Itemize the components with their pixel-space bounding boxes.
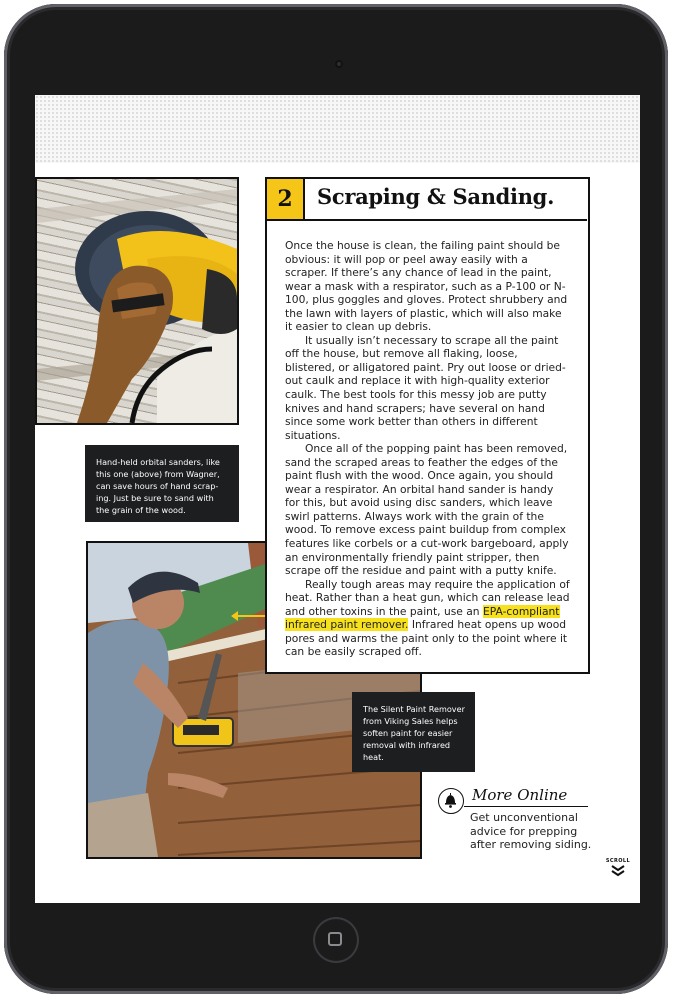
article-body	[285, 239, 570, 659]
paragraph-4-end: Infrared heat opens up wood pores and warms the paint only to the point where it can be easily scraped off.	[285, 618, 568, 659]
double-chevron-down-icon	[610, 864, 626, 878]
paragraph-2: It usually isn’t necessary to scrape all the paint off the house, but remove all flaking, loose, blistered, or alligatored paint. Pry out loose or dried-out caulk and replace it with high-quality exterior caulk. The best tools for this messy job are putty knives and hand scrapers; have several on hand since some work better than others in different situations.	[285, 333, 566, 442]
bell-icon-svg	[439, 789, 462, 812]
pointer-arrow-line	[235, 615, 265, 617]
dotted-header-band	[35, 95, 640, 163]
article-title: Scraping & Sanding.	[317, 184, 555, 209]
home-button[interactable]	[313, 917, 359, 963]
caption-sander-text: Hand-held orbital sanders, like this one (above) from Wagner, can save hours of hand scrap-ing. Just be sure to sand with the grain of the wood.	[96, 457, 220, 515]
home-square-icon	[328, 932, 342, 946]
page-screen[interactable]	[35, 95, 640, 903]
paragraph-1: Once the house is clean, the failing paint should be obvious: it will pop or peel away easily with a scraper. If there’s any chance of lead in the paint, wear a mask with a respirator, such as a P-100 or N-100, plus goggles and gloves. Protect shrubbery and the lawn with layers of plastic, which will also make it easier to clean up debris.	[285, 239, 568, 334]
paragraph-4	[285, 578, 570, 659]
bell-icon	[438, 788, 464, 814]
camera-icon	[335, 60, 343, 68]
paragraph-3: Once all of the popping paint has been removed, sand the scraped areas to feather the edges of the paint flush with the wood. Once again, you should wear a respirator. An orbital hand sander is handy for this, but avoid using disc sanders, which leave swirl patterns. Always work with the grain of the wood. To remove excess paint buildup from complex features like corbels or a cut-work bargeboard, apply an environmentally friendly paint stripper, then scrape off the residue and paint with a putty knife.	[285, 442, 569, 578]
article-header	[267, 179, 587, 221]
sander-illustration	[37, 179, 237, 423]
caption-remover-text: The Silent Paint Remover from Viking Sales helps soften paint for easier removal with infrared heat.	[363, 704, 465, 762]
section-number-badge: 2	[267, 179, 305, 219]
paragraph-4-start: Really tough areas may require the application of heat. Rather than a heat gun, which can release lead and other toxins in the paint, use an	[285, 577, 570, 618]
more-online-title[interactable]: More Online	[472, 786, 568, 804]
article-box	[265, 177, 590, 674]
more-online-text[interactable]: Get unconventional advice for prepping after removing siding.	[470, 811, 592, 851]
photo-orbital-sander	[35, 177, 239, 425]
caption-infrared-remover	[352, 692, 475, 772]
highlighted-link[interactable]: EPA-compliant infrared paint remover.	[285, 604, 560, 632]
scroll-label: SCROLL	[605, 858, 631, 864]
more-online-rule	[464, 806, 588, 807]
scroll-indicator[interactable]	[603, 858, 633, 883]
pointer-arrow-head-icon	[231, 611, 238, 621]
caption-orbital-sander	[85, 445, 239, 522]
